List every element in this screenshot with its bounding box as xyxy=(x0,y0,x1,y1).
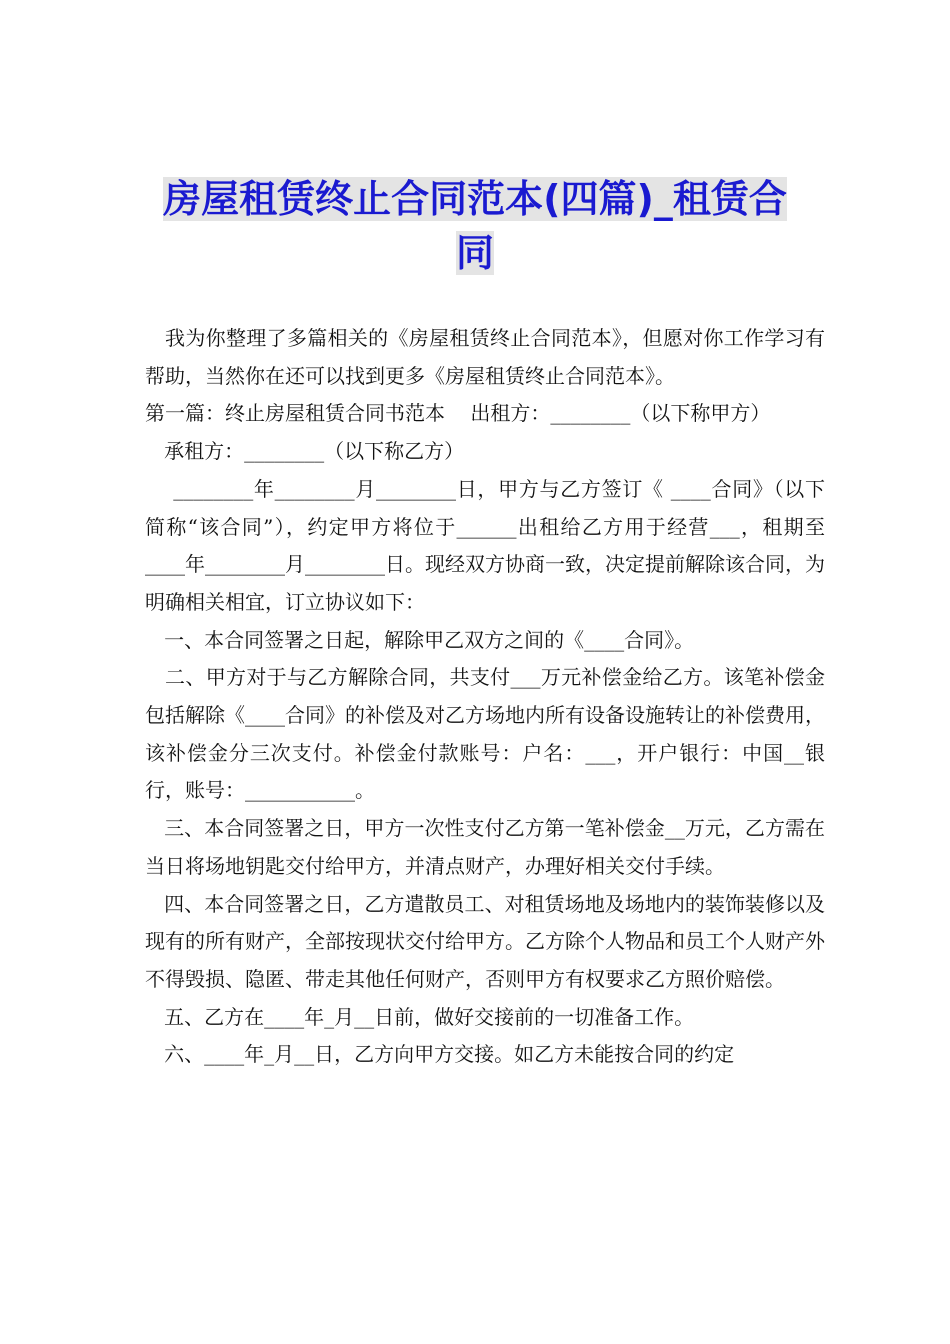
paragraph-clause-3: 三、本合同签署之日，甲方一次性支付乙方第一笔补偿金__万元，乙方需在当日将场地钥匙交付给甲方，并清点财产，办理好相关交付手续。 xyxy=(145,816,825,878)
paragraph-lessee: 承租方：________（以下称乙方） xyxy=(145,439,465,464)
paragraph-preamble: ________年________月________日，甲方与乙方签订《 ____合同》（以下简称“该合同”），约定甲方将位于______出租给乙方用于经营___，租期至____年________月________日。现经双方协商一致，决定提前解除该合同，为明确相关相宜，订立协议如下： xyxy=(145,476,825,614)
paragraph-clause-1: 一、本合同签署之日起，解除甲乙双方之间的《____合同》。 xyxy=(145,627,695,652)
paragraph-clause-4: 四、本合同签署之日，乙方遣散员工、对租赁场地及场地内的装饰装修以及现有的所有财产，全部按现状交付给甲方。乙方除个人物品和员工个人财产外不得毁损、隐匿、带走其他任何财产，否则甲方有权要求乙方照价赔偿。 xyxy=(145,891,825,991)
title-line-2: 同 xyxy=(455,231,494,275)
title-line-1: 房屋租赁终止合同范本(四篇)_租赁合 xyxy=(163,177,787,221)
document-body xyxy=(145,320,825,1074)
paragraph-clause-6: 六、____年_月__日，乙方向甲方交接。如乙方未能按合同的约定 xyxy=(145,1042,735,1067)
paragraph-clause-5: 五、乙方在____年_月__日前，做好交接前的一切准备工作。 xyxy=(145,1004,695,1029)
paragraph-clause-2: 二、甲方对于与乙方解除合同，共支付___万元补偿金给乙方。该笔补偿金包括解除《____合同》的补偿及对乙方场地内所有设备设施转让的补偿费用，该补偿金分三次支付。补偿金付款账号：户名：___，开户银行：中国__银行，账号：___________。 xyxy=(145,665,826,803)
paragraph-intro: 我为你整理了多篇相关的《房屋租赁终止合同范本》，但愿对你工作学习有帮助，当然你在还可以找到更多《房屋租赁终止合同范本》。 xyxy=(145,326,826,388)
paragraph-first-article: 第一篇：终止房屋租赁合同书范本 出租方：________（以下称甲方） xyxy=(145,401,771,426)
document-title xyxy=(140,172,810,280)
